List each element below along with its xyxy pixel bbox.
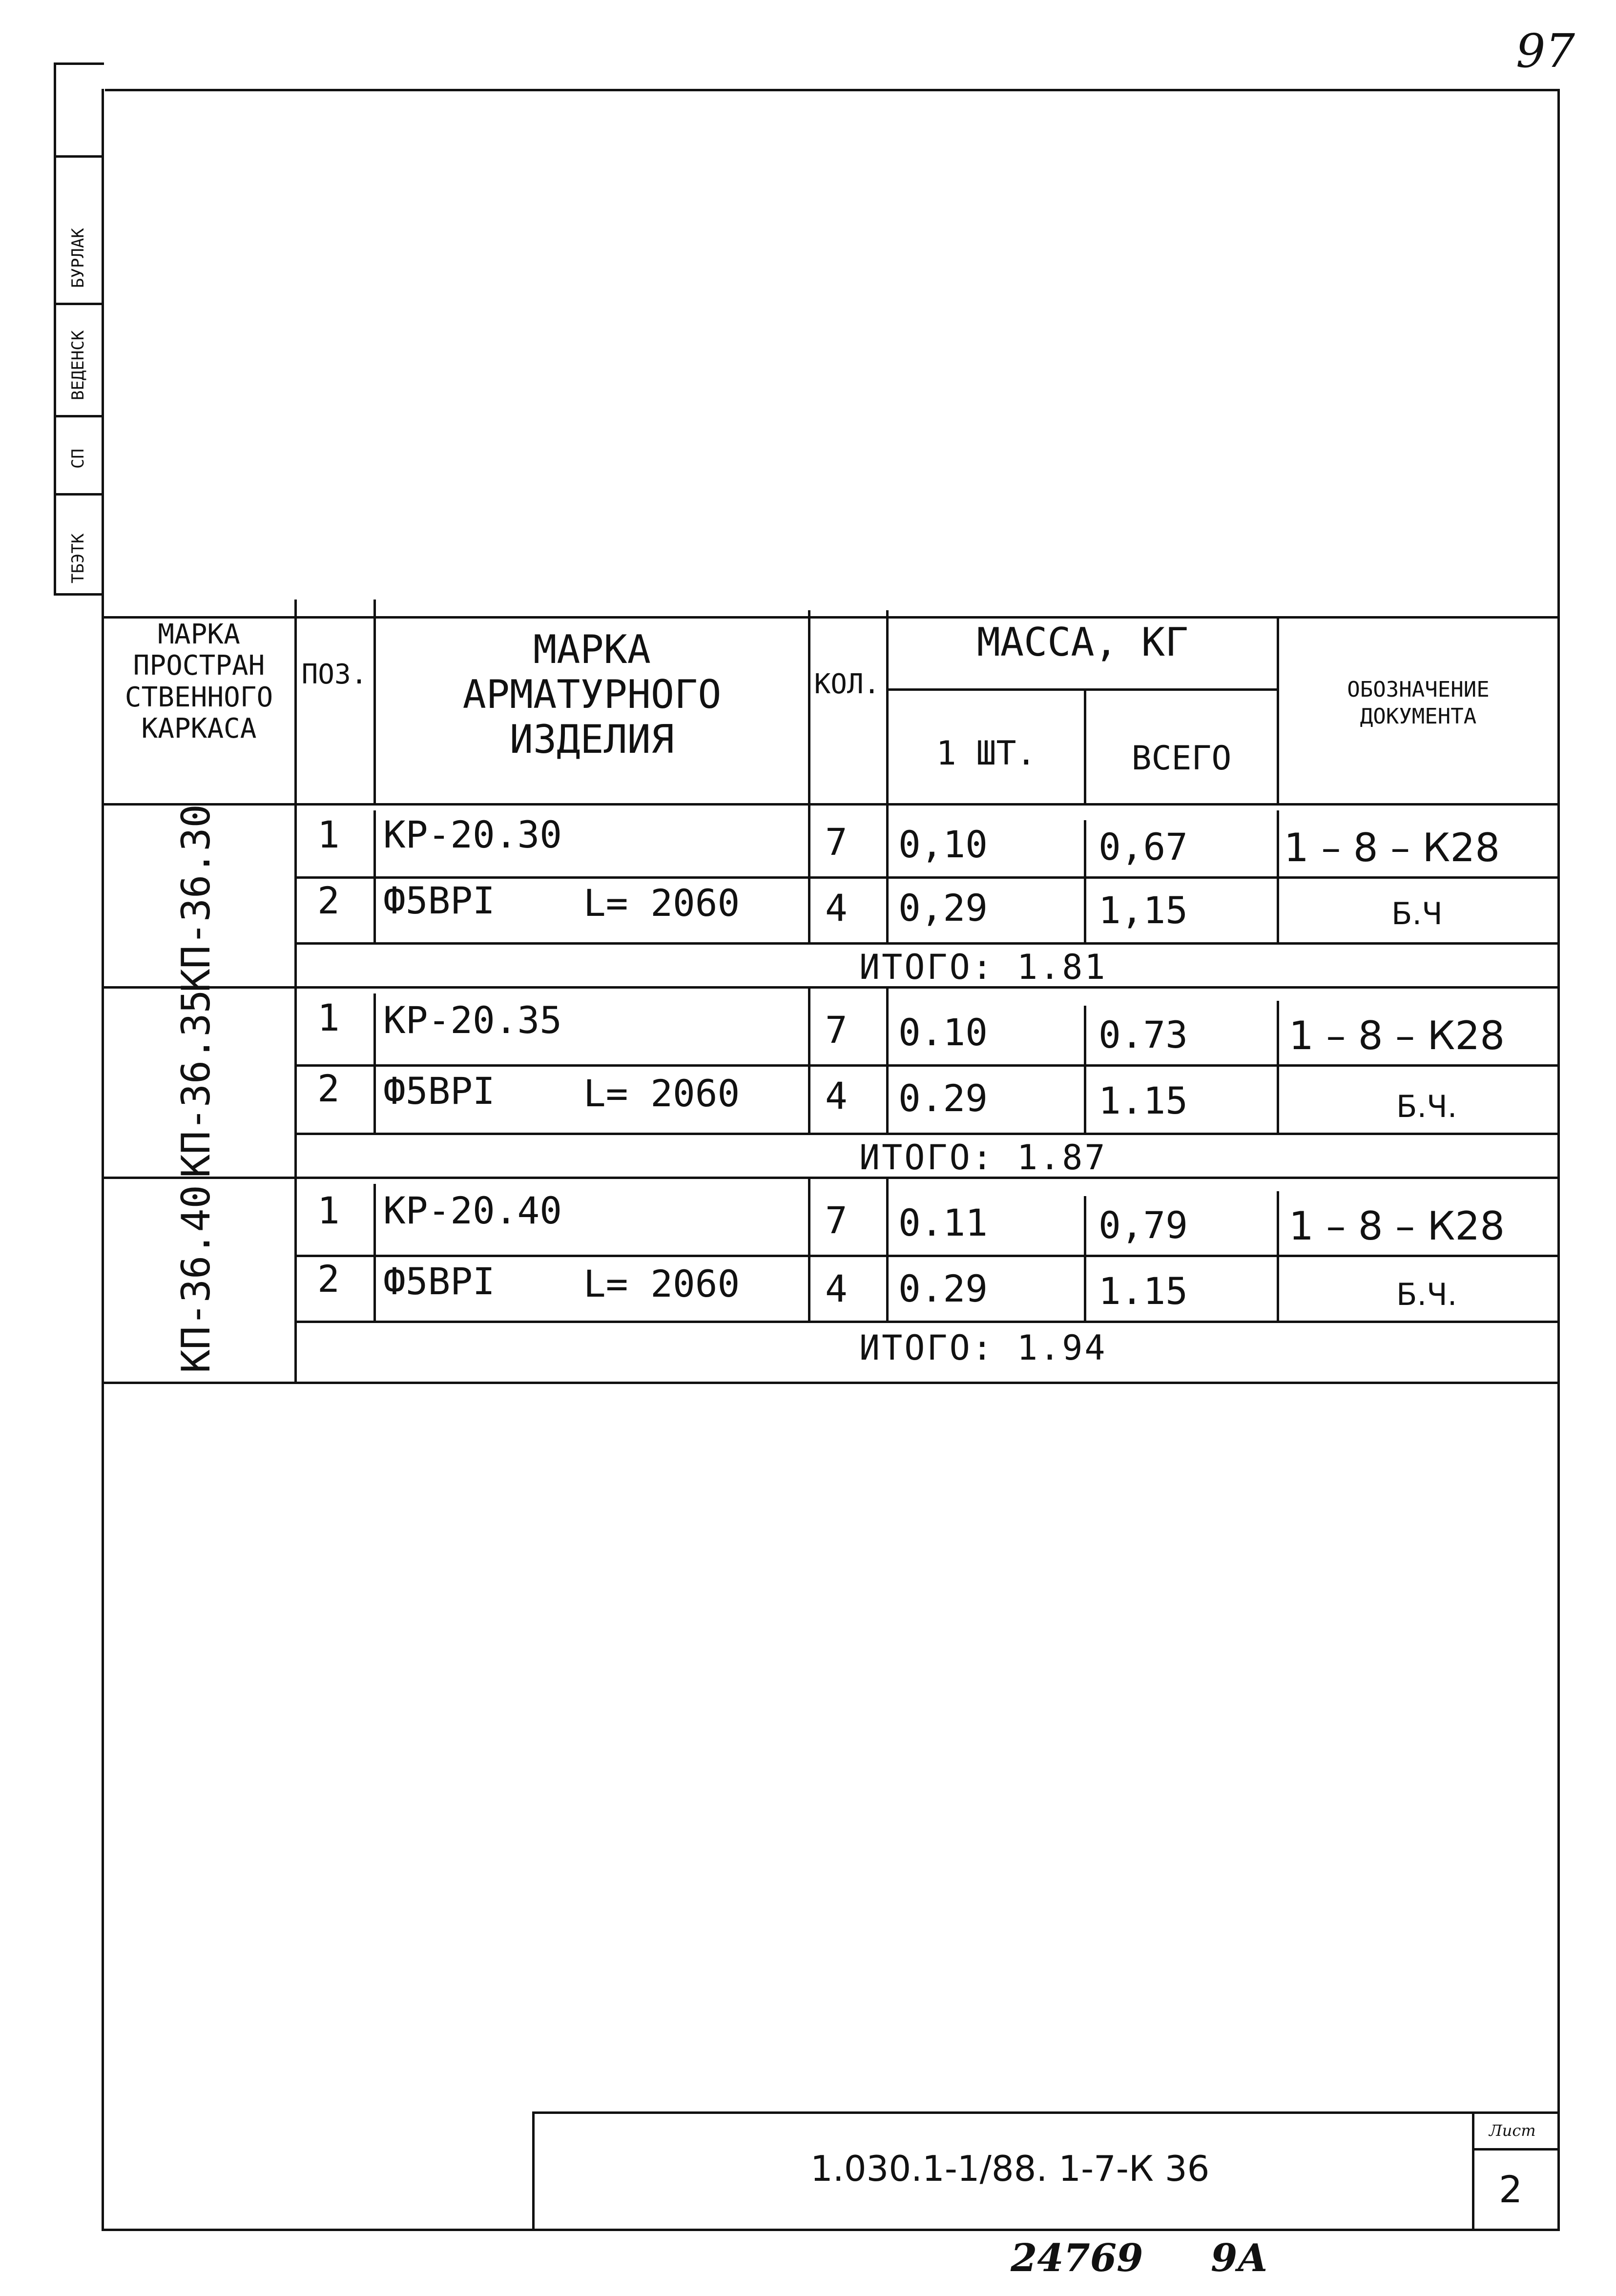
col-line	[886, 806, 889, 945]
col-line	[1277, 1191, 1279, 1321]
side-strip-bottom	[54, 593, 104, 596]
row-line	[295, 942, 1560, 945]
frame-bottom	[103, 2229, 1560, 2231]
col-line	[1277, 1001, 1279, 1133]
col-line	[1084, 1006, 1086, 1133]
row-mark: КР-20.30	[383, 813, 562, 856]
header-mass: МАССА, КГ	[976, 620, 1189, 665]
header-document	[1279, 676, 1557, 730]
col-line	[886, 989, 889, 1133]
row-mass-total: 1,15	[1098, 889, 1188, 932]
row-mass-total: 0,79	[1098, 1203, 1188, 1247]
row-mass-one: 0.29	[898, 1076, 988, 1120]
row-mark: Ф5ВРI	[383, 879, 495, 922]
row-mass-one: 0.10	[898, 1011, 988, 1054]
header-position: ПОЗ.	[301, 659, 368, 690]
row-quantity: 4	[825, 1267, 848, 1310]
sheet-number: 2	[1499, 2168, 1523, 2211]
row-document: 1 – 8 – К28	[1284, 825, 1500, 870]
row-mark: КР-20.35	[383, 998, 562, 1042]
row-mass-one: 0,29	[898, 886, 988, 930]
row-mass-total: 0.73	[1098, 1013, 1188, 1056]
row-mass-total: 1.15	[1098, 1079, 1188, 1122]
header-bottom-line	[103, 803, 1560, 806]
row-length: L= 2060	[583, 1072, 740, 1115]
title-block-sheet-label-line	[1472, 2148, 1560, 2151]
col-line	[808, 806, 810, 945]
header-product-mark	[376, 627, 808, 762]
mass-header-divider	[886, 688, 1277, 691]
header-line: МАРКА	[158, 619, 240, 650]
row-position: 1	[317, 996, 340, 1039]
row-length: L= 2060	[583, 881, 740, 925]
row-line	[295, 1064, 1560, 1067]
header-line: ДОКУМЕНТА	[1360, 704, 1477, 729]
col-line	[373, 993, 376, 1133]
side-strip-label: ВЕДЕНСК	[68, 330, 88, 400]
header-frame-mark	[103, 619, 295, 745]
row-mark: КР-20.40	[383, 1189, 562, 1232]
row-document: Б.Ч.	[1396, 1089, 1457, 1124]
header-mass-total: ВСЕГО	[1131, 739, 1232, 778]
row-mass-total: 0,67	[1098, 825, 1188, 869]
row-mark: Ф5ВРI	[383, 1069, 495, 1113]
side-strip-label: БУРЛАК	[68, 228, 88, 288]
header-line: КАРКАСА	[141, 713, 257, 745]
row-line	[295, 1321, 1560, 1323]
row-mass-one: 0.29	[898, 1267, 988, 1310]
col-line	[808, 989, 810, 1133]
row-quantity: 7	[825, 1199, 848, 1242]
row-document: Б.Ч.	[1396, 1277, 1457, 1312]
group-total: ИТОГО: 1.94	[859, 1328, 1107, 1368]
row-quantity: 7	[825, 820, 848, 864]
side-strip-label: СП	[68, 449, 88, 469]
frame-right	[1557, 89, 1560, 2230]
title-block-top	[532, 2111, 1560, 2114]
group-line	[103, 986, 1560, 989]
header-line: МАРКА	[533, 627, 651, 672]
header-line: ОБОЗНАЧЕНИЕ	[1347, 677, 1490, 702]
row-quantity: 7	[825, 1008, 848, 1052]
side-strip-divider	[54, 415, 104, 417]
frame-top	[105, 89, 1560, 91]
table-bottom-line	[103, 1382, 1560, 1384]
side-strip-label: ТБЭТК	[68, 533, 88, 583]
header-line: СТВЕННОГО	[124, 681, 273, 713]
row-length: L= 2060	[583, 1262, 740, 1305]
row-mass-total: 1.15	[1098, 1269, 1188, 1313]
row-document: 1 – 8 – К28	[1289, 1203, 1505, 1249]
header-line: ПРОСТРАН	[133, 650, 265, 682]
col-line	[373, 1184, 376, 1321]
frame-left	[102, 89, 104, 2231]
col-line	[1084, 820, 1086, 945]
table-top-line	[103, 616, 1560, 619]
header-quantity: КОЛ.	[814, 668, 880, 700]
row-position: 1	[317, 1189, 340, 1232]
archive-number: 24769	[1011, 2236, 1143, 2280]
archive-suffix: 9А	[1211, 2236, 1268, 2280]
row-position: 1	[317, 813, 340, 856]
sheet-label: Лист	[1489, 2121, 1536, 2140]
row-mass-one: 0,10	[898, 823, 988, 866]
side-strip-top	[54, 62, 104, 65]
frame-mark-label: КП-36.30	[173, 804, 219, 993]
side-strip-outer-line	[54, 62, 56, 595]
col-line	[1084, 1196, 1086, 1321]
row-position: 2	[317, 1257, 340, 1301]
header-mass-one: 1 ШТ.	[936, 734, 1036, 773]
header-line: ИЗДЕЛИЯ	[509, 717, 675, 762]
title-block-sheet-divider	[1472, 2111, 1474, 2231]
side-strip-divider	[54, 155, 104, 158]
row-line	[295, 1133, 1560, 1135]
row-mark: Ф5ВРI	[383, 1260, 495, 1303]
row-document: 1 – 8 – К28	[1289, 1013, 1505, 1058]
group-total: ИТОГО: 1.87	[859, 1138, 1107, 1178]
header-line: АРМАТУРНОГО	[462, 672, 722, 717]
document-code: 1.030.1-1/88. 1-7-К 36	[810, 2148, 1210, 2189]
row-quantity: 4	[825, 1074, 848, 1117]
title-block-left	[532, 2111, 535, 2231]
col-line	[808, 1179, 810, 1321]
row-document: Б.Ч	[1391, 896, 1443, 931]
col-line	[886, 1179, 889, 1321]
row-line	[295, 1255, 1560, 1257]
page-number: 97	[1516, 24, 1575, 78]
row-position: 2	[317, 1067, 340, 1110]
col-line	[373, 810, 376, 942]
group-line	[103, 1177, 1560, 1179]
col-line	[808, 610, 810, 806]
row-position: 2	[317, 879, 340, 922]
row-mass-one: 0.11	[898, 1201, 988, 1244]
frame-mark-label: КП-36.35	[173, 990, 219, 1178]
frame-mark-label: КП-36.40	[173, 1185, 219, 1373]
col-line	[1277, 810, 1279, 945]
side-strip-divider	[54, 493, 104, 496]
group-total: ИТОГО: 1.81	[859, 947, 1107, 987]
side-strip-divider	[54, 303, 104, 305]
row-quantity: 4	[825, 886, 848, 930]
